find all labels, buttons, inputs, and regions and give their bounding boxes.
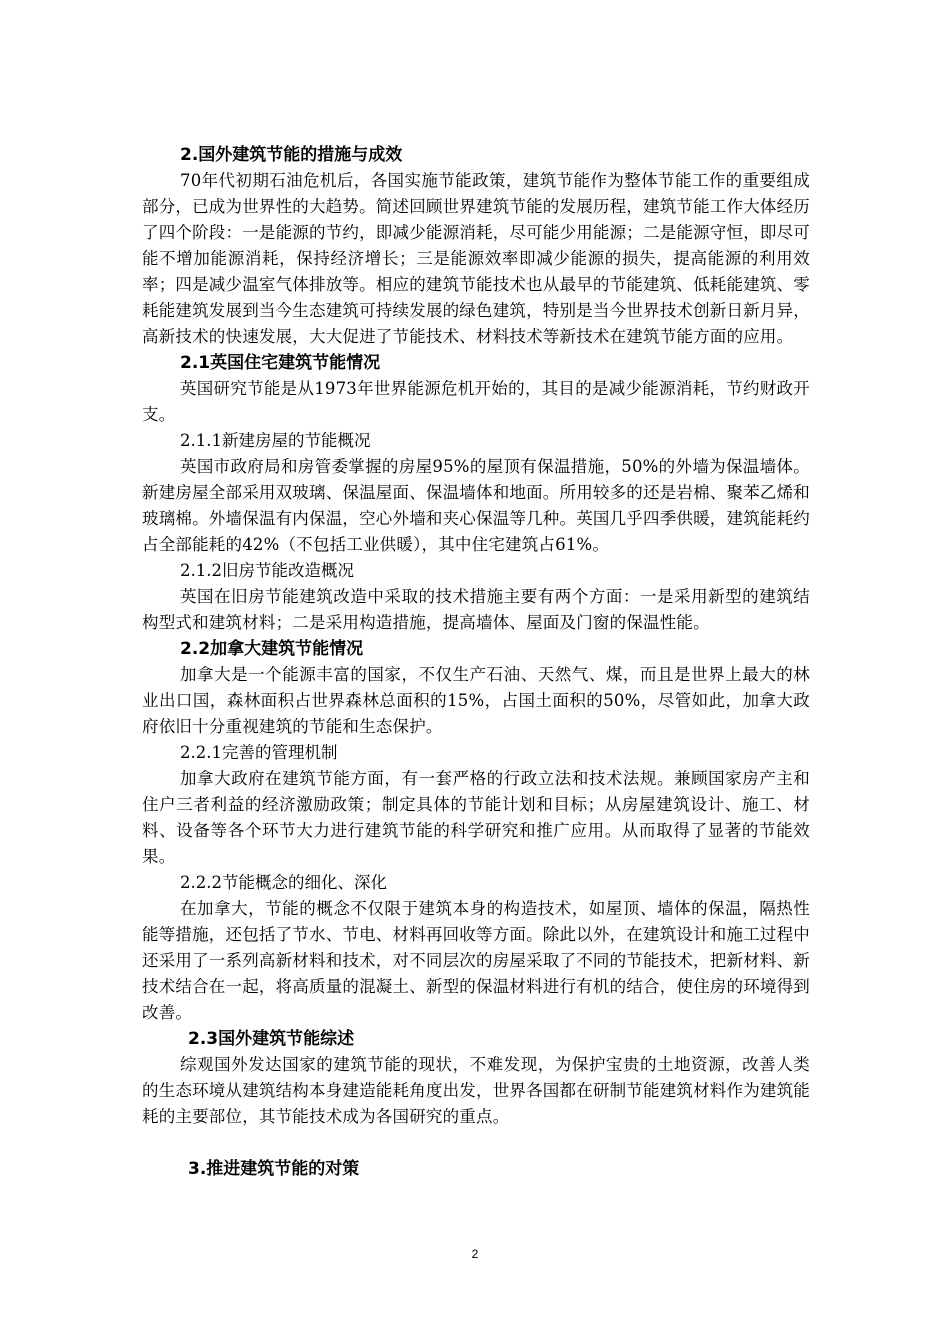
heading-2-2-1: 2.2.1完善的管理机制 <box>180 743 338 762</box>
paragraph-canada-intro: 加拿大是一个能源丰富的国家，不仅生产石油、天然气、煤，而且是世界上最大的林业出口国，森林面积占世界森林总面积的15%，占国土面积的50%，尽管如此，加拿大政府依旧十分重视建筑的节能和生态保护。 <box>142 665 810 736</box>
page-number: 2 <box>471 1247 479 1261</box>
paragraph-uk-intro: 英国研究节能是从1973年世界能源危机开始的，其目的是减少能源消耗，节约财政开支。 <box>142 379 810 424</box>
spacer <box>142 1130 810 1156</box>
heading-2-3-overview: 2.3国外建筑节能综述 <box>188 1029 355 1049</box>
heading-section-2: 2.国外建筑节能的措施与成效 <box>180 145 403 165</box>
heading-2-1-2: 2.1.2旧房节能改造概况 <box>180 561 354 580</box>
heading-2-1-uk: 2.1英国住宅建筑节能情况 <box>180 353 381 373</box>
paragraph-uk-old-houses: 英国在旧房节能建筑改造中采取的技术措施主要有两个方面：一是采用新型的建筑结构型式和建筑材料；二是采用构造措施，提高墙体、屋面及门窗的保温性能。 <box>142 587 810 632</box>
heading-2-1-1: 2.1.1新建房屋的节能概况 <box>180 431 371 450</box>
paragraph-uk-new-houses: 英国市政府局和房管委掌握的房屋95%的屋顶有保温措施，50%的外墙为保温墙体。新建房屋全部采用双玻璃、保温屋面、保温墙体和地面。所用较多的还是岩棉、聚苯乙烯和玻璃棉。外墙保温有内保温，空心外墙和夹心保温等几种。英国几乎四季供暖，建筑能耗约占全部能耗的42%（不包括工业供暖），其中住宅建筑占61%。 <box>142 457 810 554</box>
paragraph-canada-management: 加拿大政府在建筑节能方面，有一套严格的行政立法和技术法规。兼顾国家房产主和住户三者利益的经济激励政策；制定具体的节能计划和目标；从房屋建筑设计、施工、材料、设备等各个环节大力进行建筑节能的科学研究和推广应用。从而取得了显著的节能效果。 <box>142 769 810 866</box>
document-page <box>142 142 810 1182</box>
heading-section-3: 3.推进建筑节能的对策 <box>188 1159 360 1179</box>
paragraph-intro: 70年代初期石油危机后，各国实施节能政策，建筑节能作为整体节能工作的重要组成部分，已成为世界性的大趋势。简述回顾世界建筑节能的发展历程，建筑节能工作大体经历了四个阶段：一是能源的节约，即减少能源消耗，尽可能少用能源；二是能源守恒，即尽可能不增加能源消耗，保持经济增长；三是能源效率即减少能源的损失，提高能源的利用效率；四是减少温室气体排放等。相应的建筑节能技术也从最早的节能建筑、低耗能建筑、零耗能建筑发展到当今生态建筑可持续发展的绿色建筑，特别是当今世界技术创新日新月异，高新技术的快速发展，大大促进了节能技术、材料技术等新技术在建筑节能方面的应用。 <box>142 171 810 346</box>
heading-2-2-canada: 2.2加拿大建筑节能情况 <box>180 639 364 659</box>
paragraph-canada-concept: 在加拿大，节能的概念不仅限于建筑本身的构造技术，如屋顶、墙体的保温，隔热性能等措施，还包括了节水、节电、材料再回收等方面。除此以外，在建筑设计和施工过程中还采用了一系列高新材料和技术，对不同层次的房屋采取了不同的节能技术，把新材料、新技术结合在一起，将高质量的混凝土、新型的保温材料进行有机的结合，使住房的环境得到改善。 <box>142 899 810 1022</box>
paragraph-overview: 综观国外发达国家的建筑节能的现状，不难发现，为保护宝贵的土地资源，改善人类的生态环境从建筑结构本身建造能耗角度出发，世界各国都在研制节能建筑材料作为建筑能耗的主要部位，其节能技术成为各国研究的重点。 <box>142 1055 810 1126</box>
heading-2-2-2: 2.2.2节能概念的细化、深化 <box>180 873 387 892</box>
